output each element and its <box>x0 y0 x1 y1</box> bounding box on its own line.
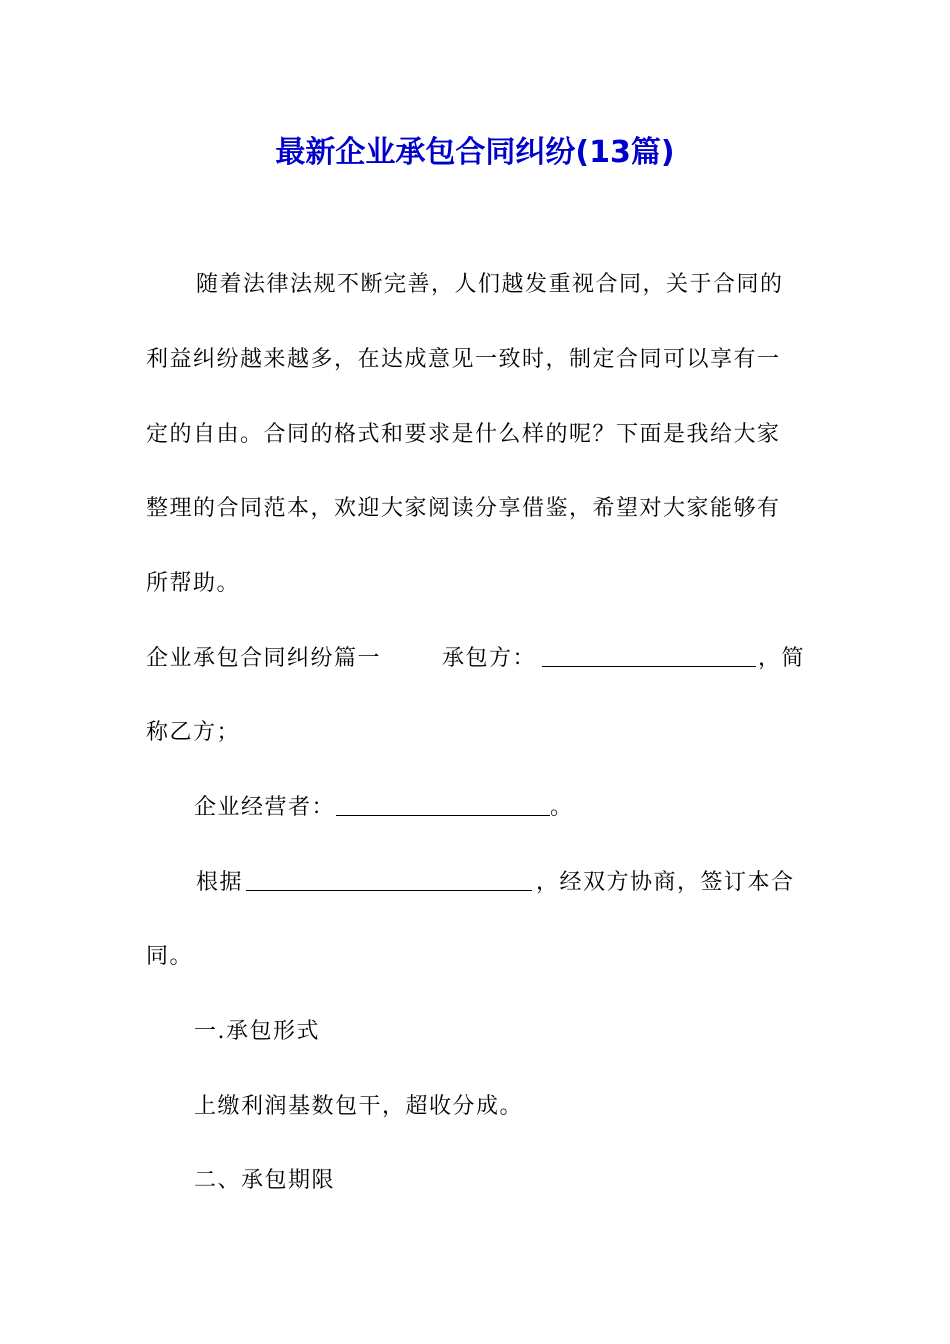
intro-line-2: 利益纠纷越来越多，在达成意见一致时，制定合同可以享有一 <box>146 347 781 372</box>
operator-label: 企业经营者： <box>194 795 336 820</box>
contractor-label: 承包方： <box>442 646 537 671</box>
basis-suffix: ，经双方协商，签订本合 <box>536 870 795 895</box>
contractor-suffix-line2: 称乙方； <box>146 720 241 745</box>
basis-suffix-line2: 同。 <box>146 944 194 969</box>
clause-1-heading: 一.承包形式 <box>194 1019 320 1044</box>
intro-line-3: 定的自由。合同的格式和要求是什么样的呢？下面是我给大家 <box>146 422 781 447</box>
document-title: 最新企业承包合同纠纷(13篇) <box>275 135 675 170</box>
contractor-blank <box>542 644 756 667</box>
basis-label: 根据 <box>196 870 244 895</box>
intro-line-4: 整理的合同范本，欢迎大家阅读分享借鉴，希望对大家能够有 <box>146 496 781 521</box>
intro-line-1: 随着法律法规不断完善，人们越发重视合同，关于合同的 <box>196 272 784 297</box>
clause-2-heading: 二、承包期限 <box>194 1168 336 1193</box>
operator-suffix: 。 <box>550 795 574 820</box>
contractor-suffix: ，简 <box>758 646 806 671</box>
basis-blank <box>246 868 532 891</box>
section-heading: 企业承包合同纠纷篇一 <box>146 646 382 671</box>
intro-line-5: 所帮助。 <box>146 571 241 596</box>
operator-blank <box>336 793 550 816</box>
clause-1-body: 上缴利润基数包干，超收分成。 <box>194 1094 524 1119</box>
